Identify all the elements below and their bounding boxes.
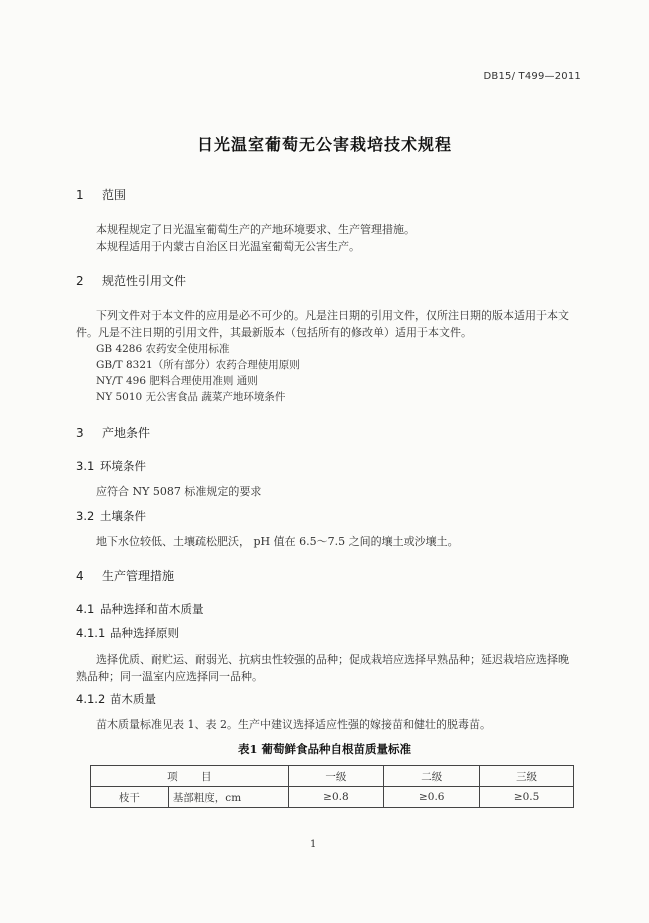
table-header-cell: 三级 bbox=[480, 766, 574, 787]
section-number: 3.2 bbox=[76, 509, 95, 523]
table-row bbox=[91, 787, 574, 808]
paragraph: 地下水位较低、土壤疏松肥沃， pH 值在 6.5～7.5 之间的壤土或沙壤土。 bbox=[96, 535, 459, 548]
table-header-cell: 二级 bbox=[384, 766, 480, 787]
section-title: 品种选择和苗木质量 bbox=[100, 602, 204, 616]
section-title: 环境条件 bbox=[100, 459, 146, 473]
paragraph: 选择优质、耐贮运、耐弱光、抗病虫性较强的品种；促成栽培应选择早熟品种；延迟栽培应选择晚 bbox=[96, 653, 569, 666]
section-number: 4.1.2 bbox=[76, 692, 106, 706]
paragraph: 本规程规定了日光温室葡萄生产的产地环境要求、生产管理措施。 bbox=[96, 223, 415, 236]
section-3-heading bbox=[76, 424, 150, 441]
section-title: 范围 bbox=[102, 188, 127, 202]
table-cell: ≥0.6 bbox=[384, 787, 480, 808]
document-title: 日光温室葡萄无公害栽培技术规程 bbox=[196, 135, 452, 154]
page-number: 1 bbox=[310, 839, 317, 850]
section-number: 3 bbox=[76, 426, 84, 440]
paragraph: 苗木质量标准见表 1、表 2。生产中建议选择适应性强的嫁接苗和健壮的脱毒苗。 bbox=[96, 718, 491, 731]
table-caption: 表1 葡萄鲜食品种自根苗质量标准 bbox=[237, 742, 411, 756]
subsection-3-1-heading bbox=[76, 458, 146, 474]
table-header-row bbox=[91, 766, 574, 787]
paragraph: 下列文件对于本文件的应用是必不可少的。凡是注日期的引用文件，仅所注日期的版本适用于本文 bbox=[96, 309, 569, 322]
table-cell: 枝干 bbox=[91, 787, 169, 808]
section-title: 产地条件 bbox=[102, 426, 151, 440]
quality-standard-table bbox=[90, 765, 574, 808]
subsection-4-1-1-heading bbox=[76, 625, 179, 641]
section-number: 2 bbox=[76, 274, 84, 288]
standard-id: DB15/ T499—2011 bbox=[483, 71, 581, 82]
section-number: 3.1 bbox=[76, 459, 95, 473]
section-title: 规范性引用文件 bbox=[102, 274, 187, 288]
section-4-heading bbox=[76, 567, 174, 584]
section-2-heading bbox=[76, 272, 186, 289]
reference-item: GB/T 8321（所有部分）农药合理使用原则 bbox=[96, 359, 300, 371]
table-cell: 基部粗度，cm bbox=[168, 787, 288, 808]
section-number: 1 bbox=[76, 188, 84, 202]
paragraph: 件。凡是不注日期的引用文件，其最新版本（包括所有的修改单）适用于本文件。 bbox=[76, 326, 472, 339]
table-cell: ≥0.5 bbox=[480, 787, 574, 808]
section-number: 4.1.1 bbox=[76, 626, 106, 640]
subsection-4-1-heading bbox=[76, 601, 204, 617]
table-header-cell: 一级 bbox=[288, 766, 384, 787]
paragraph: 熟品种；同一温室内应选择同一品种。 bbox=[76, 670, 263, 683]
section-title: 土壤条件 bbox=[100, 509, 146, 523]
section-title: 品种选择原则 bbox=[110, 626, 179, 640]
table-cell: ≥0.8 bbox=[288, 787, 384, 808]
paragraph: 应符合 NY 5087 标准规定的要求 bbox=[96, 485, 262, 498]
subsection-3-2-heading bbox=[76, 508, 146, 524]
section-title: 生产管理措施 bbox=[102, 569, 175, 583]
reference-item: NY/T 496 肥料合理使用准则 通则 bbox=[96, 375, 258, 387]
section-number: 4 bbox=[76, 569, 84, 583]
subsection-4-1-2-heading bbox=[76, 691, 156, 707]
reference-item: NY 5010 无公害食品 蔬菜产地环境条件 bbox=[96, 391, 286, 403]
section-number: 4.1 bbox=[76, 602, 95, 616]
table-header-cell: 项 目 bbox=[91, 766, 289, 787]
section-1-heading bbox=[76, 186, 126, 203]
section-title: 苗木质量 bbox=[110, 692, 156, 706]
reference-item: GB 4286 农药安全使用标准 bbox=[96, 343, 230, 355]
paragraph: 本规程适用于内蒙古自治区日光温室葡萄无公害生产。 bbox=[96, 240, 360, 253]
